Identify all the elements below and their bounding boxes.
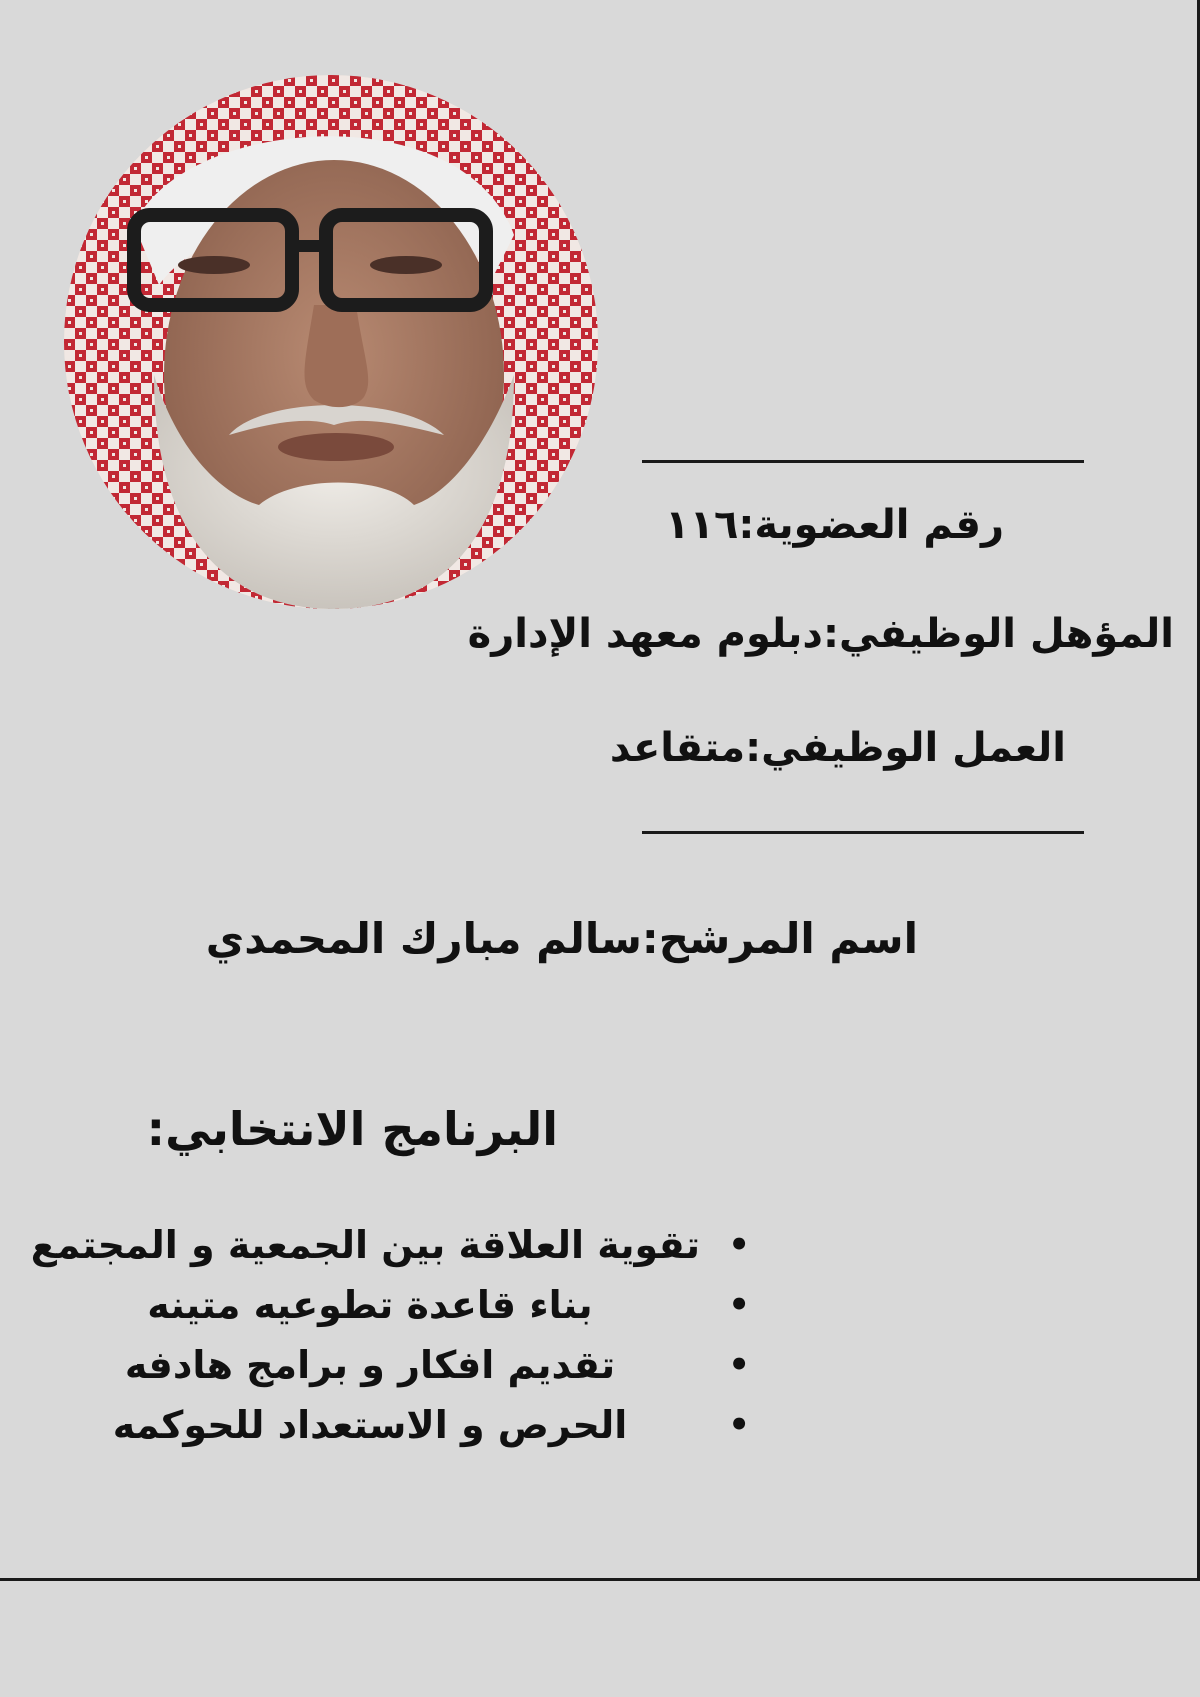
program-item-text: بناء قاعدة تطوعيه متينه (147, 1283, 593, 1327)
program-item-text: الحرص و الاستعداد للحوكمه (112, 1403, 628, 1447)
program-item (40, 1335, 770, 1395)
program-list (30, 1215, 770, 1455)
divider-middle (642, 831, 1084, 834)
membership-number: رقم العضوية:١١٦ (665, 502, 1004, 548)
candidate-photo (64, 75, 598, 609)
program-item-text: تقوية العلاقة بين الجمعية و المجتمع (30, 1223, 700, 1267)
divider-bottom (0, 1578, 1200, 1581)
program-item (40, 1275, 770, 1335)
candidate-name: اسم المرشح:سالم مبارك المحمدي (205, 914, 918, 963)
bullet-icon: • (728, 1405, 750, 1445)
job-qualification: المؤهل الوظيفي:دبلوم معهد الإدارة (467, 611, 1174, 657)
program-title: البرنامج الانتخابي: (146, 1102, 558, 1156)
bullet-icon: • (728, 1345, 750, 1385)
job-status: العمل الوظيفي:متقاعد (609, 725, 1066, 771)
program-item (30, 1215, 770, 1275)
divider-top (642, 460, 1084, 463)
bullet-icon: • (728, 1285, 750, 1325)
program-item-text: تقديم افكار و برامج هادفه (124, 1343, 616, 1387)
program-item (40, 1395, 770, 1455)
bullet-icon: • (728, 1225, 750, 1265)
